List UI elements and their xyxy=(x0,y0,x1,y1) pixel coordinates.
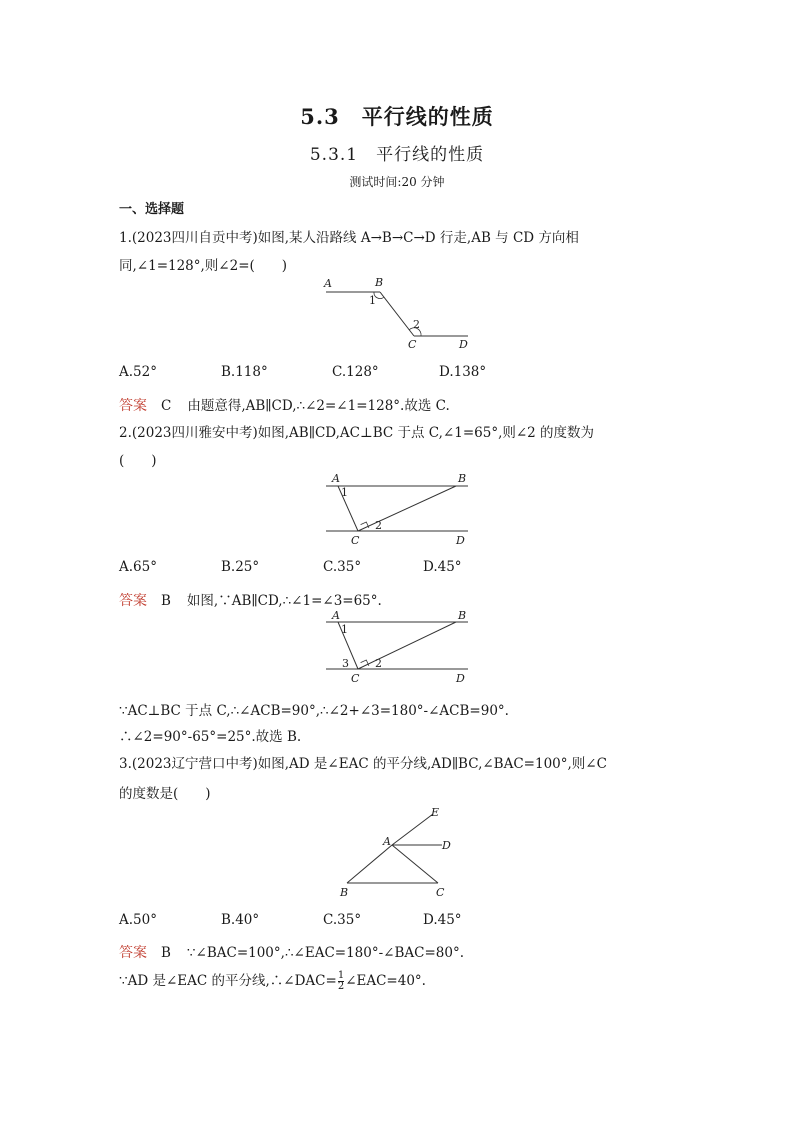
q1-option-a: A.52° xyxy=(119,364,157,380)
q1-option-d: D.138° xyxy=(439,364,487,380)
q2s-label-C: C xyxy=(351,672,360,685)
answer-tag: 答案 xyxy=(119,593,147,609)
q2-label-B: B xyxy=(458,472,467,485)
q2-solution-line2: ∴∠2=90°-65°=25°.故选 B. xyxy=(119,729,302,745)
q1-label-2: 2 xyxy=(413,318,420,331)
q3-option-b: B.40° xyxy=(221,912,260,928)
q3-label-D: D xyxy=(442,839,451,852)
q1-answer xyxy=(119,394,450,415)
q2-option-b: B.25° xyxy=(221,559,260,575)
q1-stem-line1: 1.(2023四川自贡中考)如图,某人沿路线 A→B→C→D 行走,AB 与 CD 方向相 xyxy=(119,230,579,246)
q1-label-D: D xyxy=(459,338,468,350)
q2s-label-A: A xyxy=(332,610,340,622)
q3-option-c: C.35° xyxy=(323,912,362,928)
q2-figure xyxy=(320,470,476,546)
q3-label-C: C xyxy=(436,886,445,899)
q1-label-A: A xyxy=(324,277,332,290)
q2s-label-B: B xyxy=(458,610,467,622)
q1-label-C: C xyxy=(408,338,417,350)
q2-option-a: A.65° xyxy=(119,559,157,575)
section-label: 一、选择题 xyxy=(119,202,185,217)
q1-option-c: C.128° xyxy=(332,364,379,380)
q1-label-1: 1 xyxy=(369,294,376,307)
q3-label-E: E xyxy=(431,806,440,819)
q1-answer-letter: C xyxy=(161,398,172,414)
q1-stem-line2: 同,∠1=128°,则∠2=( ) xyxy=(119,258,288,274)
fraction-one-half xyxy=(338,971,344,992)
q1-figure xyxy=(318,276,478,350)
q3-figure xyxy=(336,804,460,900)
q2s-label-2: 2 xyxy=(375,657,382,670)
q2s-label-1: 1 xyxy=(341,623,348,636)
q3-solution-suffix: ∠EAC=40°. xyxy=(345,973,426,989)
q3-option-a: A.50° xyxy=(119,912,157,928)
q2-label-1: 1 xyxy=(341,486,348,499)
q1-option-b: B.118° xyxy=(221,364,268,380)
section-title: 5.3 平行线的性质 xyxy=(300,104,494,129)
answer-tag: 答案 xyxy=(119,945,147,961)
fraction-denominator: 2 xyxy=(337,981,345,992)
q3-option-d: D.45° xyxy=(423,912,462,928)
q1-label-B: B xyxy=(375,276,384,289)
q2-stem-line1: 2.(2023四川雅安中考)如图,AB∥CD,AC⊥BC 于点 C,∠1=65°,则∠2 的度数为 xyxy=(119,425,595,441)
q2-answer-letter: B xyxy=(161,593,171,609)
subsection-title: 5.3.1 平行线的性质 xyxy=(309,145,485,165)
q3-answer-text: ∵∠BAC=100°,∴∠EAC=180°-∠BAC=80°. xyxy=(186,945,465,961)
q3-stem-line1: 3.(2023辽宁营口中考)如图,AD 是∠EAC 的平分线,AD∥BC,∠BAC=100°,则∠C xyxy=(119,756,607,772)
answer-tag: 答案 xyxy=(119,398,147,414)
q2-label-C: C xyxy=(351,534,360,546)
q2-answer xyxy=(119,589,382,610)
q2-option-d: D.45° xyxy=(423,559,462,575)
time-note: 测试时间:20 分钟 xyxy=(349,175,445,189)
q2-label-2: 2 xyxy=(375,519,382,532)
q2-stem-line2: ( ) xyxy=(119,453,157,469)
fraction-numerator: 1 xyxy=(337,970,345,981)
q2-solution-figure xyxy=(320,610,476,686)
q2-answer-text: 如图,∵AB∥CD,∴∠1=∠3=65°. xyxy=(186,593,382,609)
q2-option-c: C.35° xyxy=(323,559,362,575)
q2-label-A: A xyxy=(332,472,340,485)
q2s-label-D: D xyxy=(456,672,465,685)
q2s-label-3: 3 xyxy=(342,657,349,670)
q3-answer xyxy=(119,942,464,962)
q2-label-D: D xyxy=(456,534,465,546)
q3-stem-line2: 的度数是( ) xyxy=(119,786,211,802)
q3-solution-line xyxy=(119,969,426,992)
q3-solution-prefix: ∵AD 是∠EAC 的平分线,∴∠DAC= xyxy=(119,973,337,989)
q3-label-B: B xyxy=(340,886,349,899)
q3-answer-letter: B xyxy=(161,945,171,961)
q3-label-A: A xyxy=(383,835,391,848)
q1-answer-text: 由题意得,AB∥CD,∴∠2=∠1=128°.故选 C. xyxy=(187,398,450,414)
q2-solution-line1: ∵AC⊥BC 于点 C,∴∠ACB=90°,∴∠2+∠3=180°-∠ACB=90°. xyxy=(119,703,509,719)
